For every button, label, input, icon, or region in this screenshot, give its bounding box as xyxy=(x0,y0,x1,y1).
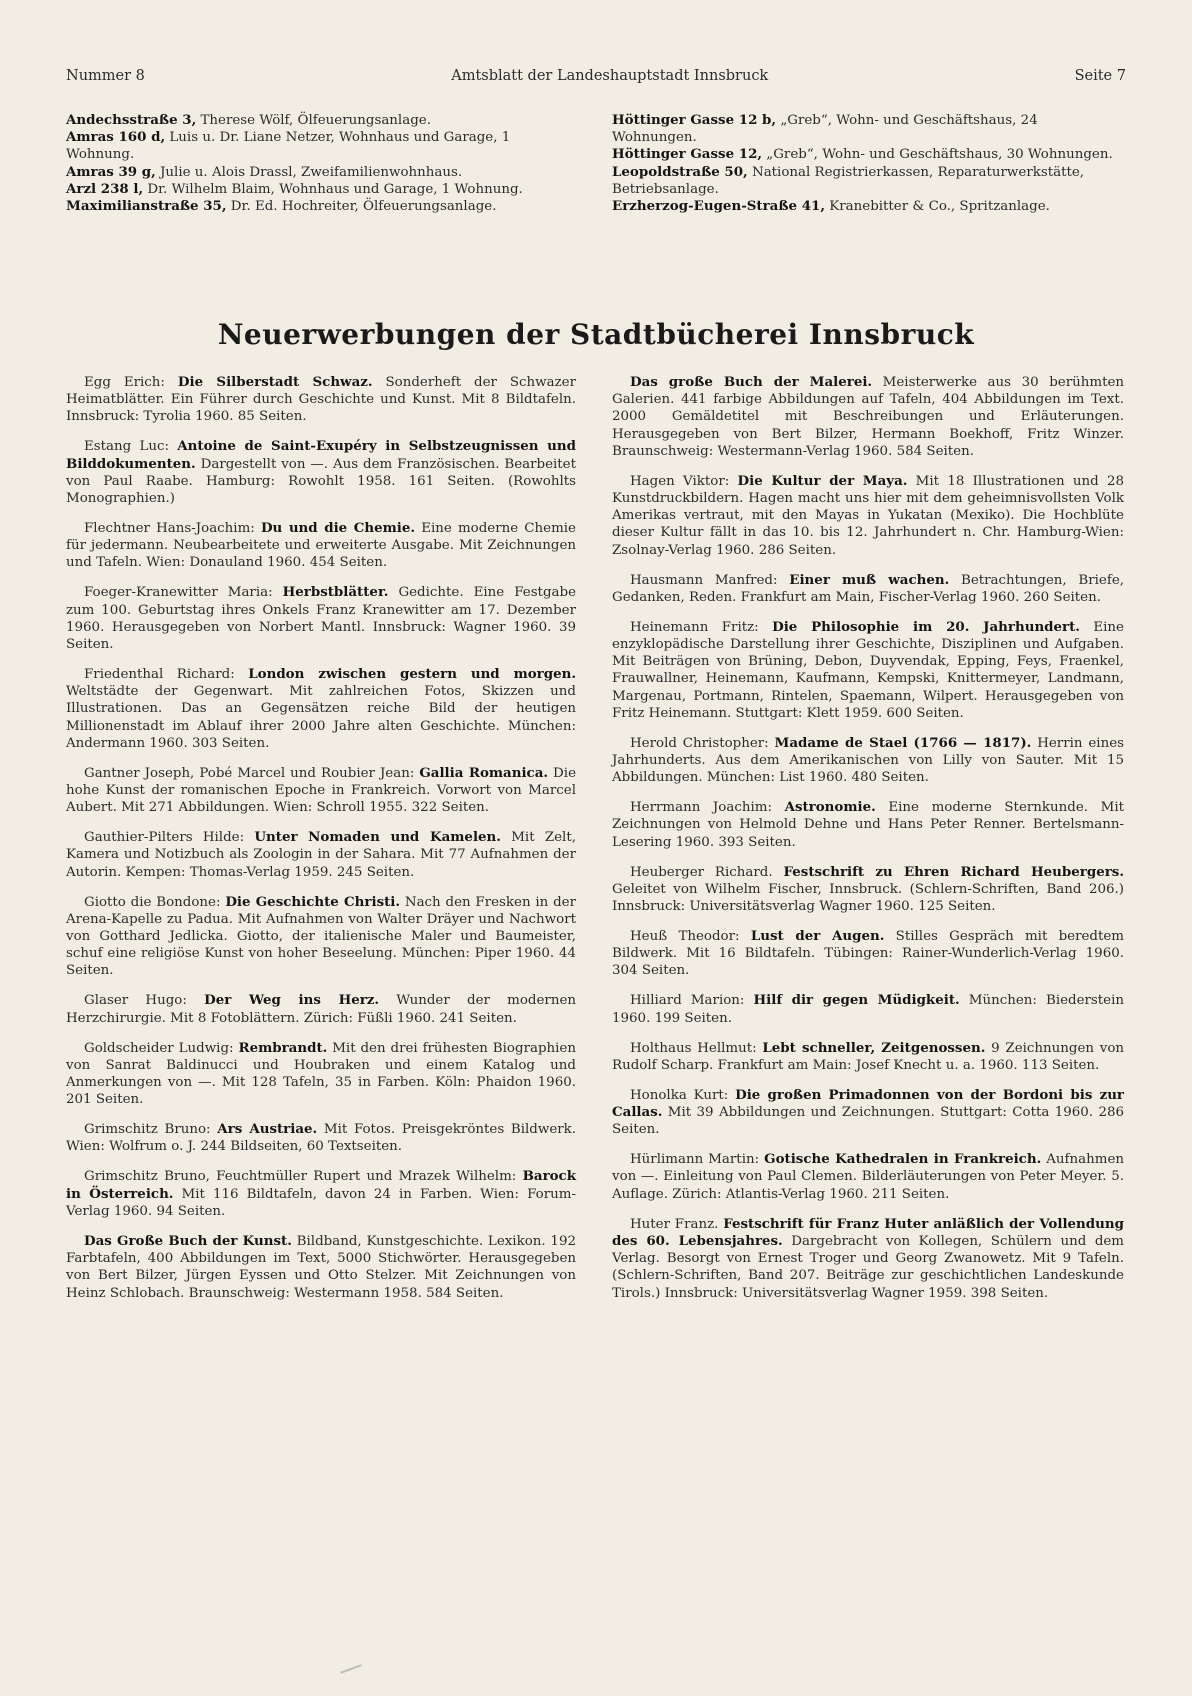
building-entry: Erzherzog-Eugen-Straße 41, Kranebitter & Co., Spritzanlage. xyxy=(612,198,1050,215)
building-entry: Maximilianstraße 35, Dr. Ed. Hochreiter, Ölfeuerungsanlage. xyxy=(66,198,497,215)
book-entry: Foeger-Kranewitter Maria: Herbstblätter. Gedichte. Eine Festgabe zum 100. Geburtstag ihres Onkels Franz Kranewitter am 17. Dezember 1960. Herausgegeben von Norbert Mantl. Innsbruck: Wagner 1960. 39 Seiten. xyxy=(66,584,576,653)
building-list-right xyxy=(612,112,1124,215)
book-entry: Heuberger Richard. Festschrift zu Ehren Richard Heubergers. Geleitet von Wilhelm Fischer, Innsbruck. (Schlern-Schriften, Band 206.) Innsbruck: Universitätsverlag Wagner 1960. 125 Seiten. xyxy=(612,863,1124,915)
book-entry: Giotto die Bondone: Die Geschichte Christi. Nach den Fresken in der Arena-Kapelle zu Padua. Mit Aufnahmen von Walter Dräyer und Nachwort von Gotthard Jedlicka. Giotto, der italienische Maler und Baumeister, schuf eine religiöse Kunst von hoher Beseelung. München: Piper 1960. 44 Seiten. xyxy=(66,893,577,979)
pencil-mark xyxy=(340,1664,361,1673)
building-list-left xyxy=(66,112,576,215)
book-entry: Flechtner Hans-Joachim: Du und die Chemie. Eine moderne Chemie für jedermann. Neubearbeitete und erweiterte Ausgabe. Mit Zeichnungen und Tafeln. Wien: Donauland 1960. 454 Seiten. xyxy=(66,520,576,571)
building-entry: Arzl 238 l, Dr. Wilhelm Blaim, Wohnhaus und Garage, 1 Wohnung. xyxy=(66,180,523,197)
book-entry: Herold Christopher: Madame de Stael (1766 — 1817). Herrin eines Jahrhunderts. Aus dem Amerikanischen von Lilly von Sauter. Mit 15 Abbildungen. München: List 1960. 480 Seiten. xyxy=(612,734,1124,786)
book-entry: Gauthier-Pilters Hilde: Unter Nomaden und Kamelen. Mit Zelt, Kamera und Notizbuch als Zoologin in der Sahara. Mit 77 Aufnahmen der Autorin. Kempen: Thomas-Verlag 1959. 245 Seiten. xyxy=(66,829,576,880)
building-entry: Amras 39 g, Julie u. Alois Drassl, Zweifamilienwohnhaus. xyxy=(66,163,463,180)
book-entry: Heinemann Fritz: Die Philosophie im 20. Jahrhundert. Eine enzyklopädische Darstellung ihrer Geschichte, Disziplinen und Aufgaben. Mit Beiträgen von Brüning, Debon, Duyvendak, Epping, Feys, Fraenkel, Frauwallner, Heinemann, Kaufmann, Kempski, Knittermeyer, Landmann, Margenau, Portmann, Rintelen, Spaemann, Wilpert. Herausgegeben von Fritz Heinemann. Stuttgart: Klett 1959. 600 Seiten. xyxy=(612,618,1124,721)
book-entry: Gantner Joseph, Pobé Marcel und Roubier Jean: Gallia Romanica. Die hohe Kunst der romanischen Epoche in Frankreich. Vorwort von Marcel Aubert. Mit 271 Abbildungen. Wien: Schroll 1955. 322 Seiten. xyxy=(66,764,576,816)
book-entry: Herrmann Joachim: Astronomie. Eine moderne Sternkunde. Mit Zeichnungen von Helmold Dehne und Hans Peter Renner. Bertelsmann-Lesering 1960. 393 Seiten. xyxy=(612,799,1124,850)
book-entry: Estang Luc: Antoine de Saint-Exupéry in Selbstzeugnissen und Bilddokumenten. Dargestellt von —. Aus dem Französischen. Bearbeitet von Paul Raabe. Hamburg: Rowohlt 1958. 161 Seiten. (Rowohlts Monographien.) xyxy=(66,438,577,507)
book-entry: Hürlimann Martin: Gotische Kathedralen in Frankreich. Aufnahmen von —. Einleitung von Paul Clemen. Bilderläuterungen von Peter Meyer. 5. Auflage. Zürich: Atlantis-Verlag 1960. 211 Seiten. xyxy=(612,1151,1124,1202)
book-entry: Glaser Hugo: Der Weg ins Herz. Wunder der modernen Herzchirurgie. Mit 8 Fotoblättern. Zürich: Füßli 1960. 241 Seiten. xyxy=(66,992,576,1026)
book-entry: Goldscheider Ludwig: Rembrandt. Mit den drei frühesten Biographien von Sanrat Baldinucci und Houbraken und einem Katalog und Anmerkungen von —. Mit 128 Tafeln, 35 in Farben. Köln: Phaidon 1960. 201 Seiten. xyxy=(66,1039,576,1108)
building-entry: Höttinger Gasse 12, „Greb“, Wohn- und Geschäftshaus, 30 Wohnungen. xyxy=(612,146,1113,163)
book-entry: Das große Buch der Malerei. Meisterwerke aus 30 berühmten Galerien. 441 farbige Abbildungen auf Tafeln, 404 Abbildungen im Text. 2000 Gemäldetitel mit Beschreibungen und Erläuterungen. Herausgegeben von Bert Bilzer, Hermann Boekhoff, Fritz Winzer. Braunschweig: Westermann-Verlag 1960. 584 Seiten. xyxy=(612,374,1124,459)
book-entry: Grimschitz Bruno, Feuchtmüller Rupert und Mrazek Wilhelm: Barock in Österreich. Mit 116 Bildtafeln, davon 24 in Farben. Wien: Forum-Verlag 1960. 94 Seiten. xyxy=(66,1168,576,1219)
book-entry: Heuß Theodor: Lust der Augen. Stilles Gespräch mit beredtem Bildwerk. Mit 16 Bildtafeln. Tübingen: Rainer-Wunderlich-Verlag 1960. 304 Seiten. xyxy=(612,928,1125,979)
section-title: Neuerwerbungen der Stadtbücherei Innsbruck xyxy=(217,318,975,351)
book-entry: Holthaus Hellmut: Lebt schneller, Zeitgenossen. 9 Zeichnungen von Rudolf Scharp. Frankfurt am Main: Josef Knecht u. a. 1960. 113 Seiten. xyxy=(612,1039,1125,1073)
book-entry: Huter Franz. Festschrift für Franz Huter anläßlich der Vollendung des 60. Lebensjahres. Dargebracht von Kollegen, Schülern und dem Verlag. Besorgt von Ernest Troger und Georg Zwanowetz. Mit 9 Tafeln. (Schlern-Schriften, Band 207. Beiträge zur geschichtlichen Landeskunde Tirols.) Innsbruck: Universitätsverlag Wagner 1959. 398 Seiten. xyxy=(612,1215,1125,1301)
publication-title: Amtsblatt der Landeshauptstadt Innsbruck xyxy=(451,68,769,84)
book-list-right xyxy=(612,374,1124,1315)
issue-number: Nummer 8 xyxy=(66,68,145,84)
book-entry: Das Große Buch der Kunst. Bildband, Kunstgeschichte. Lexikon. 192 Farbtafeln, 400 Abbildungen im Text, 5000 Stichwörter. Herausgegeben von Bert Bilzer, Jürgen Eyssen und Otto Stelzer. Mit Zeichnungen von Heinz Schlobach. Braunschweig: Westermann 1958. 584 Seiten. xyxy=(66,1232,576,1301)
book-entry: Hagen Viktor: Die Kultur der Maya. Mit 18 Illustrationen und 28 Kunstdruckbildern. Hagen macht uns hier mit dem geheimnisvollsten Volk Amerikas vertraut, mit den Mayas in Yukatan (Mexiko). Die Hochblüte dieser Kultur fällt in das 10. bis 12. Jahrhundert n. Chr. Hamburg-Wien: Zsolnay-Verlag 1960. 286 Seiten. xyxy=(612,472,1125,558)
book-entry: Friedenthal Richard: London zwischen gestern und morgen. Weltstädte der Gegenwart. Mit zahlreichen Fotos, Skizzen und Illustrationen. Das an Gegensätzen reiche Bild der heutigen Millionenstadt im Ablauf ihrer 2000 Jahre alten Geschichte. München: Andermann 1960. 303 Seiten. xyxy=(66,666,576,751)
book-entry: Honolka Kurt: Die großen Primadonnen von der Bordoni bis zur Callas. Mit 39 Abbildungen und Zeichnungen. Stuttgart: Cotta 1960. 286 Seiten. xyxy=(612,1086,1124,1138)
book-list-left xyxy=(66,374,576,1315)
building-entry: Andechsstraße 3, Therese Wölf, Ölfeuerungsanlage. xyxy=(66,112,431,128)
building-entry: Höttinger Gasse 12 b, „Greb“, Wohn- und Geschäftshaus, 24 Wohnungen. xyxy=(612,112,1038,146)
page-number: Seite 7 xyxy=(1074,68,1126,84)
building-entry: Leopoldstraße 50, National Registrierkassen, Reparaturwerkstätte, Betriebsanlage. xyxy=(612,163,1085,197)
book-entry: Hausmann Manfred: Einer muß wachen. Betrachtungen, Briefe, Gedanken, Reden. Frankfurt am Main, Fischer-Verlag 1960. 260 Seiten. xyxy=(612,571,1124,605)
book-entry: Grimschitz Bruno: Ars Austriae. Mit Fotos. Preisgekröntes Bildwerk. Wien: Wolfrum o. J. 244 Bildseiten, 60 Textseiten. xyxy=(66,1121,577,1155)
building-entry: Amras 160 d, Luis u. Dr. Liane Netzer, Wohnhaus und Garage, 1 Wohnung. xyxy=(66,129,511,163)
page-header xyxy=(66,68,1126,84)
book-entry: Hilliard Marion: Hilf dir gegen Müdigkeit. München: Biederstein 1960. 199 Seiten. xyxy=(612,992,1125,1026)
book-entry: Egg Erich: Die Silberstadt Schwaz. Sonderheft der Schwazer Heimatblätter. Ein Führer durch Geschichte und Kunst. Mit 8 Bildtafeln. Innsbruck: Tyrolia 1960. 85 Seiten. xyxy=(66,374,576,425)
